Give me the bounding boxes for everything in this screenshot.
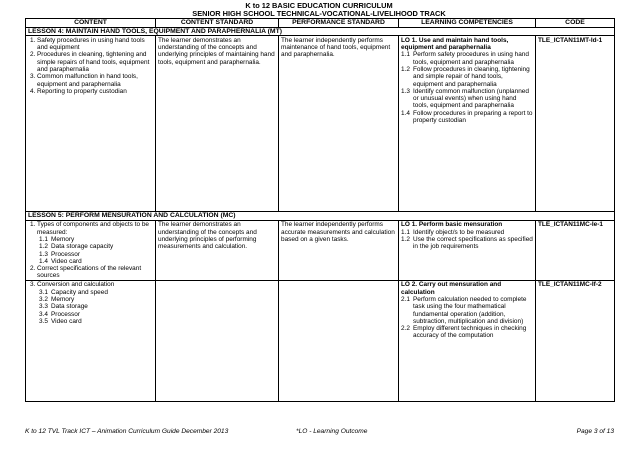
lesson-5-content-standard: The learner demonstrates an understanding of the concepts and underlying principles of performing measurements and calculation.	[156, 220, 279, 280]
column-header-content-standard: CONTENT STANDARD	[156, 19, 279, 28]
lesson-4-title: LESSON 4: MAINTAIN HAND TOOLS, EQUIPMENT AND PARAPHERNALIA (MT)	[26, 27, 615, 36]
lesson-4-performance-standard: The learner independently performs maintenance of hand tools, equipment and paraphernalia.	[279, 36, 399, 212]
lesson-5-row-2	[26, 280, 615, 401]
list-item: 2. Correct specifications of the relevant sources	[30, 265, 142, 280]
footer-center: *LO - Learning Outcome	[296, 428, 368, 435]
list-item: 2.2 Employ different techniques in checking accuracy of the computation	[401, 325, 527, 340]
lesson-5-content-top	[26, 220, 156, 280]
lo-title: LO 1. Perform basic mensuration	[401, 221, 503, 229]
lesson-5-title-row	[26, 212, 615, 221]
list-item: 4. Reporting to property custodian	[30, 87, 127, 95]
list-item: 1.1 Identify object/s to be measured	[401, 228, 505, 236]
footer-left: K to 12 TVL Track ICT – Animation Curriculum Guide December 2013	[25, 428, 229, 435]
list-item: 1.1 Memory	[39, 235, 75, 243]
lesson-4-title-row	[26, 27, 615, 36]
list-item: 3.2 Memory	[39, 295, 75, 303]
list-item: 2.1 Perform calculation needed to complete task using the four mathematical fundamental operation (addition, subtraction, multiplication and division)	[401, 295, 527, 325]
list-item: 1.3 Identify common malfunction (unplanned or unusual events) when using hand tools, equipment and paraphernalia	[401, 87, 529, 110]
list-item: 1. Types of components and objects to be measured: 1.1 Memory 1.2 Data storage capacity 1.3 Processor 1.4 Video card	[28, 221, 153, 265]
lesson-4-content	[26, 36, 156, 212]
empty-cell	[279, 280, 399, 401]
lesson-4-competencies	[399, 36, 536, 212]
list-item: 1.2 Follow procedures in cleaning, tightening and simple repair of hand tools, equipment and paraphernalia	[401, 65, 530, 88]
list-item: 3. Conversion and calculation 3.1 Capacity and speed 3.2 Memory 3.3 Data storage 3.4 Processor 3.5 Video card	[28, 281, 153, 325]
lesson-5-row-1	[26, 220, 615, 280]
list-item: 1.4 Video card	[39, 257, 82, 265]
lo-title: LO 1. Use and maintain hand tools, equipment and paraphernalia	[401, 36, 509, 52]
list-item: 2. Procedures in cleaning, tightening and simple repairs of hand tools, equipment and paraphernalia	[30, 51, 150, 73]
lesson-4-code: TLE_ICTAN11MT-Id-1	[536, 36, 615, 212]
empty-cell	[156, 280, 279, 401]
column-header-content: CONTENT	[26, 19, 156, 28]
curriculum-table	[25, 18, 615, 402]
lesson-5-lo2	[399, 280, 536, 401]
list-item: 3.5 Video card	[39, 317, 82, 325]
table-header-row	[26, 19, 615, 28]
lo-title: LO 2. Carry out mensuration and calculation	[401, 281, 502, 296]
list-item: 3. Common malfunction in hand tools, equipment and paraphernalia	[30, 73, 138, 88]
lesson-5-code-1: TLE_ICTAN11MC-Ie-1	[536, 220, 615, 280]
list-item: 3.4 Processor	[39, 310, 80, 318]
lesson-5-content-bottom	[26, 280, 156, 401]
list-item: 1.2 Use the correct specifications as specified in the job requirements	[401, 235, 533, 251]
list-item: 1.1 Perform safety procedures in using hand tools, equipment and paraphernalia	[401, 51, 529, 66]
list-item: 3.1 Capacity and speed	[39, 288, 108, 296]
lesson-4-content-standard: The learner demonstrates an understanding of the concepts and underlying principles of maintaining hand tools, equipment and paraphernalia.	[156, 36, 279, 212]
list-item: 1.2 Data storage capacity	[39, 243, 114, 251]
document-title: K to 12 BASIC EDUCATION CURRICULUM	[245, 1, 393, 10]
list-item: 1. Safety procedures in using hand tools and equipment	[30, 36, 145, 52]
document-subtitle: SENIOR HIGH SCHOOL TECHNICAL-VOCATIONAL-LIVELIHOOD TRACK	[192, 9, 446, 18]
footer-page-number: Page 3 of 13	[576, 428, 614, 435]
lesson-5-code-2: TLE_ICTAN11MC-If-2	[536, 280, 615, 401]
list-item: 1.4 Follow procedures in preparing a report to property custodian	[401, 109, 533, 125]
lesson-5-title: LESSON 5: PERFORM MENSURATION AND CALCULATION (MC)	[26, 212, 615, 221]
column-header-performance-standard: PERFORMANCE STANDARD	[279, 19, 399, 28]
list-item: 3.3 Data storage	[39, 303, 88, 311]
lesson-4-row	[26, 36, 615, 212]
lesson-5-lo1	[399, 220, 536, 280]
lesson-5-performance-standard: The learner independently performs accurate measurements and calculation based on a given tasks.	[279, 220, 399, 280]
column-header-learning-competencies: LEARNING COMPETENCIES	[399, 19, 536, 28]
list-item: 1.3 Processor	[39, 250, 80, 258]
column-header-code: CODE	[536, 19, 615, 28]
